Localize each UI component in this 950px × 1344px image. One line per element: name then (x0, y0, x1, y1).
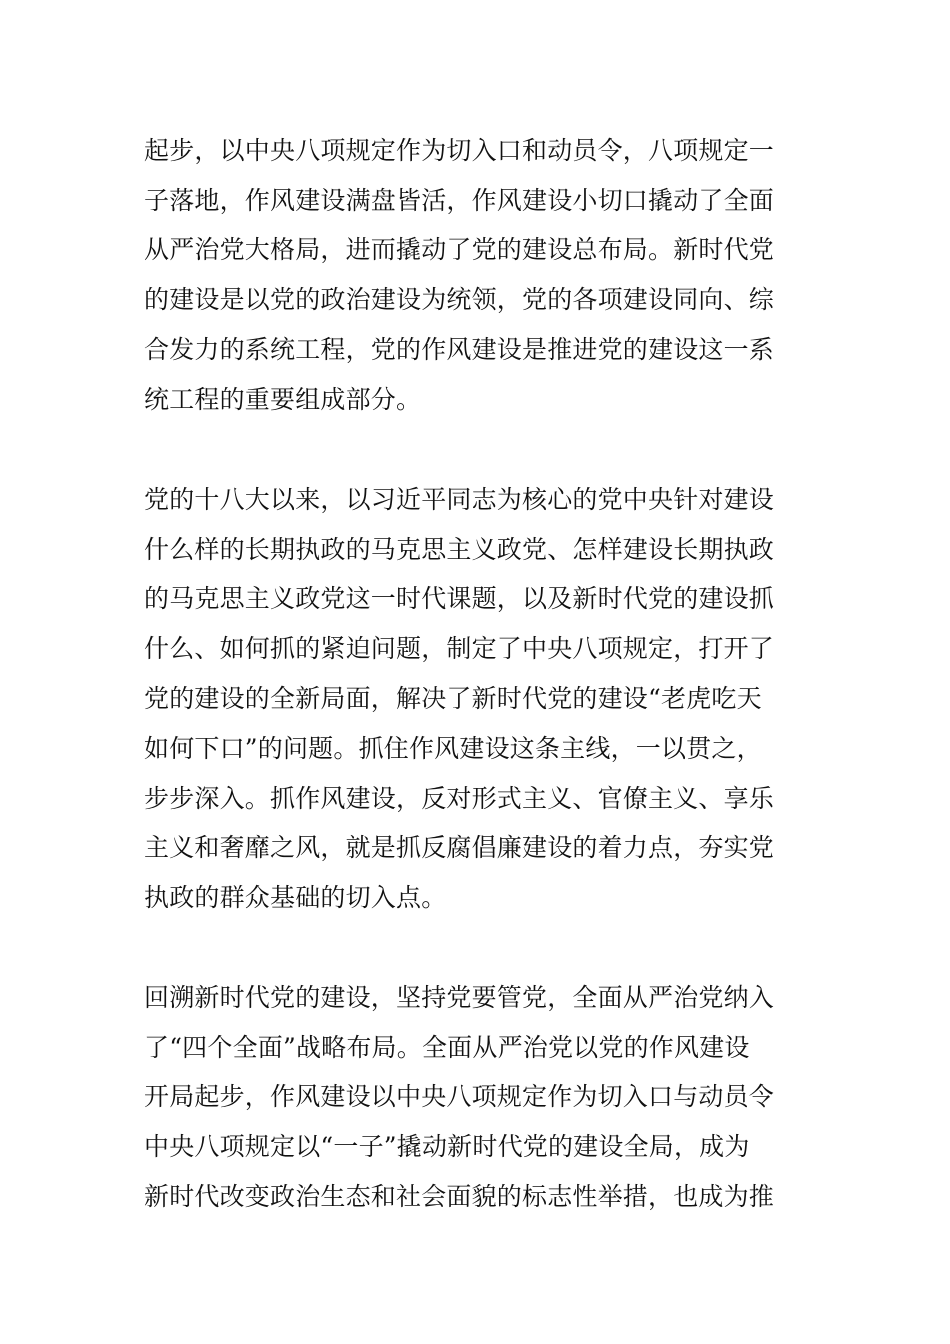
paragraph-2-line-5: 党的建设的全新局面，解决了新时代党的建设“老虎吃天 (144, 684, 762, 713)
paragraph-1-line-1: 起步，以中央八项规定作为切入口和动员令，八项规定一 (144, 136, 775, 165)
paragraph-3-line-4: 中央八项规定以“一子”撬动新时代党的建设全局，成为 (144, 1132, 750, 1161)
paragraph-1-line-5: 合发力的系统工程，党的作风建设是推进党的建设这一系 (144, 335, 775, 364)
paragraph-1-line-6: 统工程的重要组成部分。 (144, 385, 422, 414)
paragraph-3-line-3: 开局起步，作风建设以中央八项规定作为切入口与动员令 (144, 1082, 775, 1111)
paragraph-2-line-1: 党的十八大以来，以习近平同志为核心的党中央针对建设 (144, 485, 775, 514)
paragraph-2-line-7: 步步深入。抓作风建设，反对形式主义、官僚主义、享乐 (144, 784, 775, 813)
paragraph-2-line-4: 什么、如何抓的紧迫问题，制定了中央八项规定，打开了 (144, 634, 775, 663)
paragraph-3-line-5: 新时代改变政治生态和社会面貌的标志性举措，也成为推 (144, 1182, 775, 1211)
paragraph-2-line-9: 执政的群众基础的切入点。 (144, 883, 447, 912)
paragraph-3-line-1: 回溯新时代党的建设，坚持党要管党，全面从严治党纳入 (144, 983, 775, 1012)
paragraph-1-line-3: 从严治党大格局，进而撬动了党的建设总布局。新时代党 (144, 235, 775, 264)
paragraph-3-line-2: 了“四个全面”战略布局。全面从严治党以党的作风建设 (144, 1033, 750, 1062)
paragraph-2-line-6: 如何下口”的问题。抓住作风建设这条主线，一以贯之， (144, 734, 762, 763)
paragraph-1-line-4: 的建设是以党的政治建设为统领，党的各项建设同向、综 (144, 285, 775, 314)
paragraph-2-line-8: 主义和奢靡之风，就是抓反腐倡廉建设的着力点，夯实党 (144, 833, 775, 862)
paragraph-1-line-2: 子落地，作风建设满盘皆活，作风建设小切口撬动了全面 (144, 186, 775, 215)
paragraph-2-line-3: 的马克思主义政党这一时代课题，以及新时代党的建设抓 (144, 584, 775, 613)
paragraph-2-line-2: 什么样的长期执政的马克思主义政党、怎样建设长期执政 (144, 535, 775, 564)
